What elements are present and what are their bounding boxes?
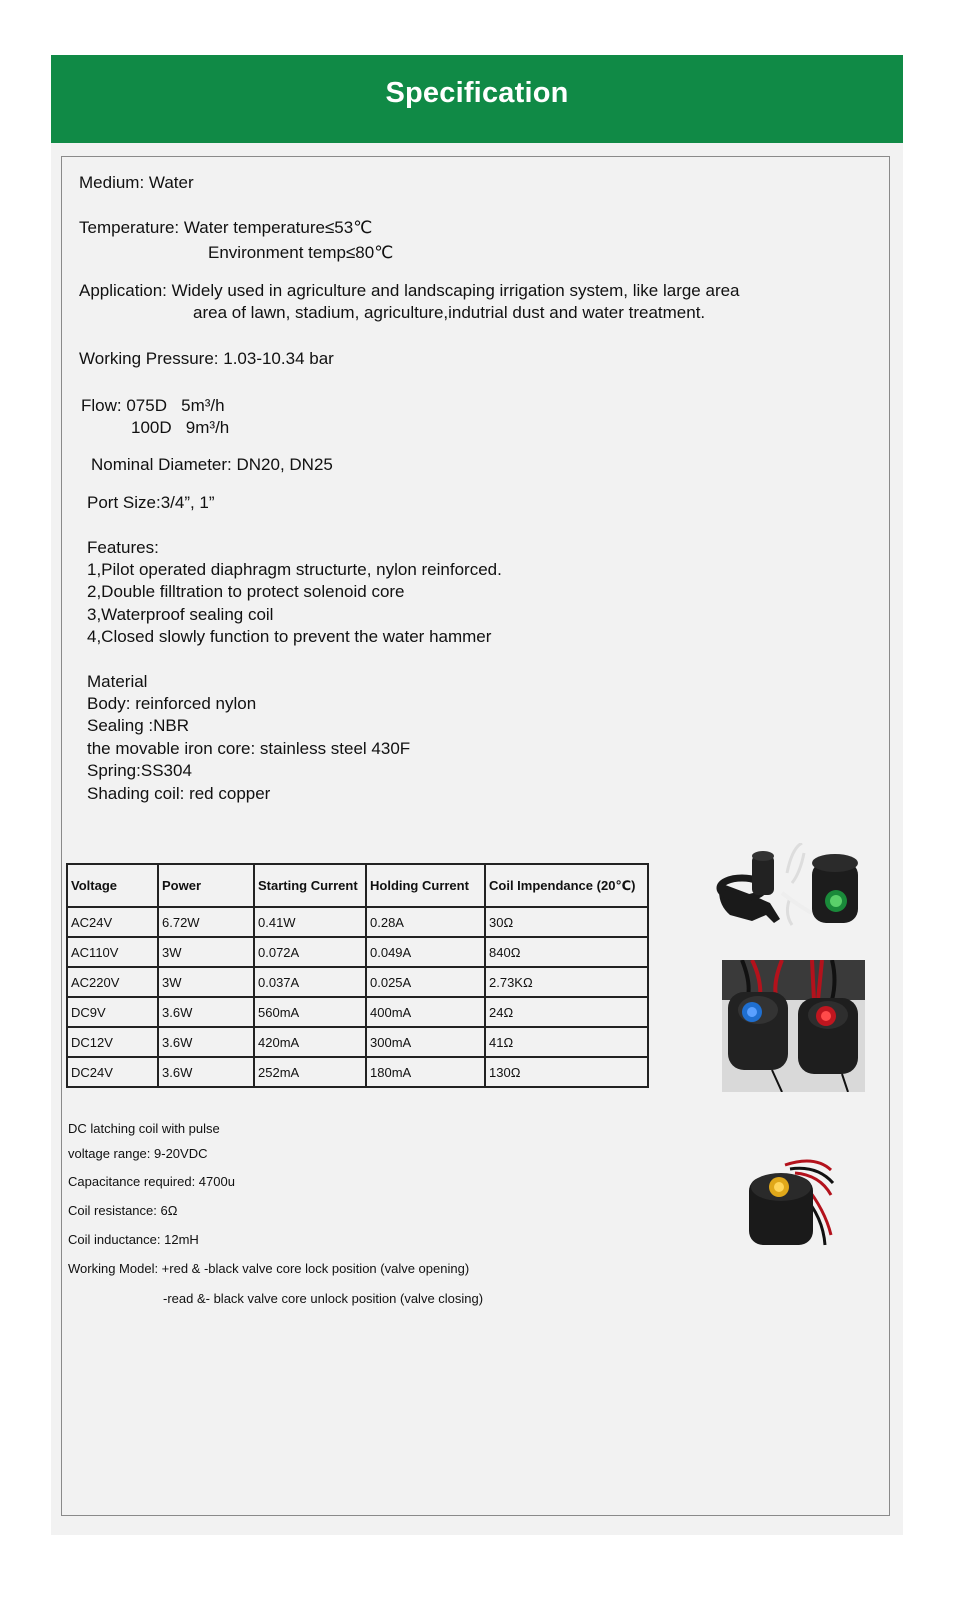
table-row xyxy=(67,967,648,997)
feature-item: 4,Closed slowly function to prevent the water hammer xyxy=(87,627,492,646)
medium-text: Medium: Water xyxy=(79,173,194,192)
table-row xyxy=(67,1027,648,1057)
dc-coils-photo xyxy=(722,960,865,1092)
latching-note: Coil inductance: 12mH xyxy=(68,1232,199,1247)
coil-spec-table xyxy=(66,863,649,1088)
feature-item: 1,Pilot operated diaphragm structurte, nylon reinforced. xyxy=(87,560,502,579)
table-cell: DC12V xyxy=(67,1027,158,1057)
table-cell: DC24V xyxy=(67,1057,158,1087)
temperature-text: Temperature: Water temperature≤53℃ xyxy=(79,218,373,237)
material-item: the movable iron core: stainless steel 430F xyxy=(87,739,411,758)
table-cell: 840Ω xyxy=(485,937,648,967)
material-item: Body: reinforced nylon xyxy=(87,694,257,713)
material-item: Spring:SS304 xyxy=(87,761,192,780)
table-cell: 41Ω xyxy=(485,1027,648,1057)
latching-note: -read &- black valve core unlock position (valve closing) xyxy=(163,1291,484,1306)
table-cell: 560mA xyxy=(254,997,366,1027)
latching-note: Coil resistance: 6Ω xyxy=(68,1203,178,1218)
latching-note: voltage range: 9-20VDC xyxy=(68,1146,208,1161)
table-row xyxy=(67,997,648,1027)
table-cell: AC110V xyxy=(67,937,158,967)
environment-temp-text: Environment temp≤80℃ xyxy=(208,243,394,262)
table-cell: AC220V xyxy=(67,967,158,997)
table-cell: 6.72W xyxy=(158,907,254,937)
material-item: Shading coil: red copper xyxy=(87,784,271,803)
table-cell: 300mA xyxy=(366,1027,485,1057)
table-cell: AC24V xyxy=(67,907,158,937)
table-header-cell: Coil Impendance (20℃) xyxy=(485,864,648,907)
table-cell: DC9V xyxy=(67,997,158,1027)
table-header-cell: Voltage xyxy=(67,864,158,907)
table-row xyxy=(67,937,648,967)
page-title: Specification xyxy=(385,77,569,109)
table-header-cell: Holding Current xyxy=(366,864,485,907)
table-cell: 30Ω xyxy=(485,907,648,937)
table-header-cell: Power xyxy=(158,864,254,907)
table-cell: 0.037A xyxy=(254,967,366,997)
application-text: Application: Widely used in agriculture and landscaping irrigation system, like large area xyxy=(79,281,740,300)
flow-text-100d: 100D 9m³/h xyxy=(131,418,230,437)
latching-coil-photo xyxy=(745,1155,835,1255)
latching-note: Capacitance required: 4700u xyxy=(68,1174,235,1189)
table-cell: 0.28A xyxy=(366,907,485,937)
table-cell: 0.049A xyxy=(366,937,485,967)
latching-note: Working Model: +red & -black valve core lock position (valve opening) xyxy=(68,1261,470,1276)
latching-note: DC latching coil with pulse xyxy=(68,1121,220,1136)
table-cell: 0.41W xyxy=(254,907,366,937)
header-banner xyxy=(51,55,903,143)
table-cell: 3.6W xyxy=(158,997,254,1027)
feature-item: 3,Waterproof sealing coil xyxy=(87,605,274,624)
table-cell: 3.6W xyxy=(158,1027,254,1057)
nominal-diameter-text: Nominal Diameter: DN20, DN25 xyxy=(91,455,333,474)
table-cell: 3W xyxy=(158,967,254,997)
table-row xyxy=(67,907,648,937)
material-item: Sealing :NBR xyxy=(87,716,190,735)
table-cell: 252mA xyxy=(254,1057,366,1087)
table-cell: 3W xyxy=(158,937,254,967)
ac-coil-photo xyxy=(712,843,866,947)
table-cell: 0.025A xyxy=(366,967,485,997)
table-cell: 2.73KΩ xyxy=(485,967,648,997)
table-cell: 0.072A xyxy=(254,937,366,967)
port-size-text: Port Size:3/4”, 1” xyxy=(87,493,215,512)
table-header-row xyxy=(67,864,648,907)
features-heading: Features: xyxy=(87,538,159,557)
table-cell: 3.6W xyxy=(158,1057,254,1087)
table-cell: 130Ω xyxy=(485,1057,648,1087)
working-pressure-text: Working Pressure: 1.03-10.34 bar xyxy=(79,349,334,368)
table-cell: 400mA xyxy=(366,997,485,1027)
table-cell: 24Ω xyxy=(485,997,648,1027)
feature-item: 2,Double filltration to protect solenoid core xyxy=(87,582,405,601)
table-header-cell: Starting Current xyxy=(254,864,366,907)
table-cell: 180mA xyxy=(366,1057,485,1087)
table-row xyxy=(67,1057,648,1087)
flow-text: Flow: 075D 5m³/h xyxy=(81,396,225,415)
material-heading: Material xyxy=(87,672,148,691)
table-cell: 420mA xyxy=(254,1027,366,1057)
application-text-continued: area of lawn, stadium, agriculture,indutrial dust and water treatment. xyxy=(193,303,706,322)
